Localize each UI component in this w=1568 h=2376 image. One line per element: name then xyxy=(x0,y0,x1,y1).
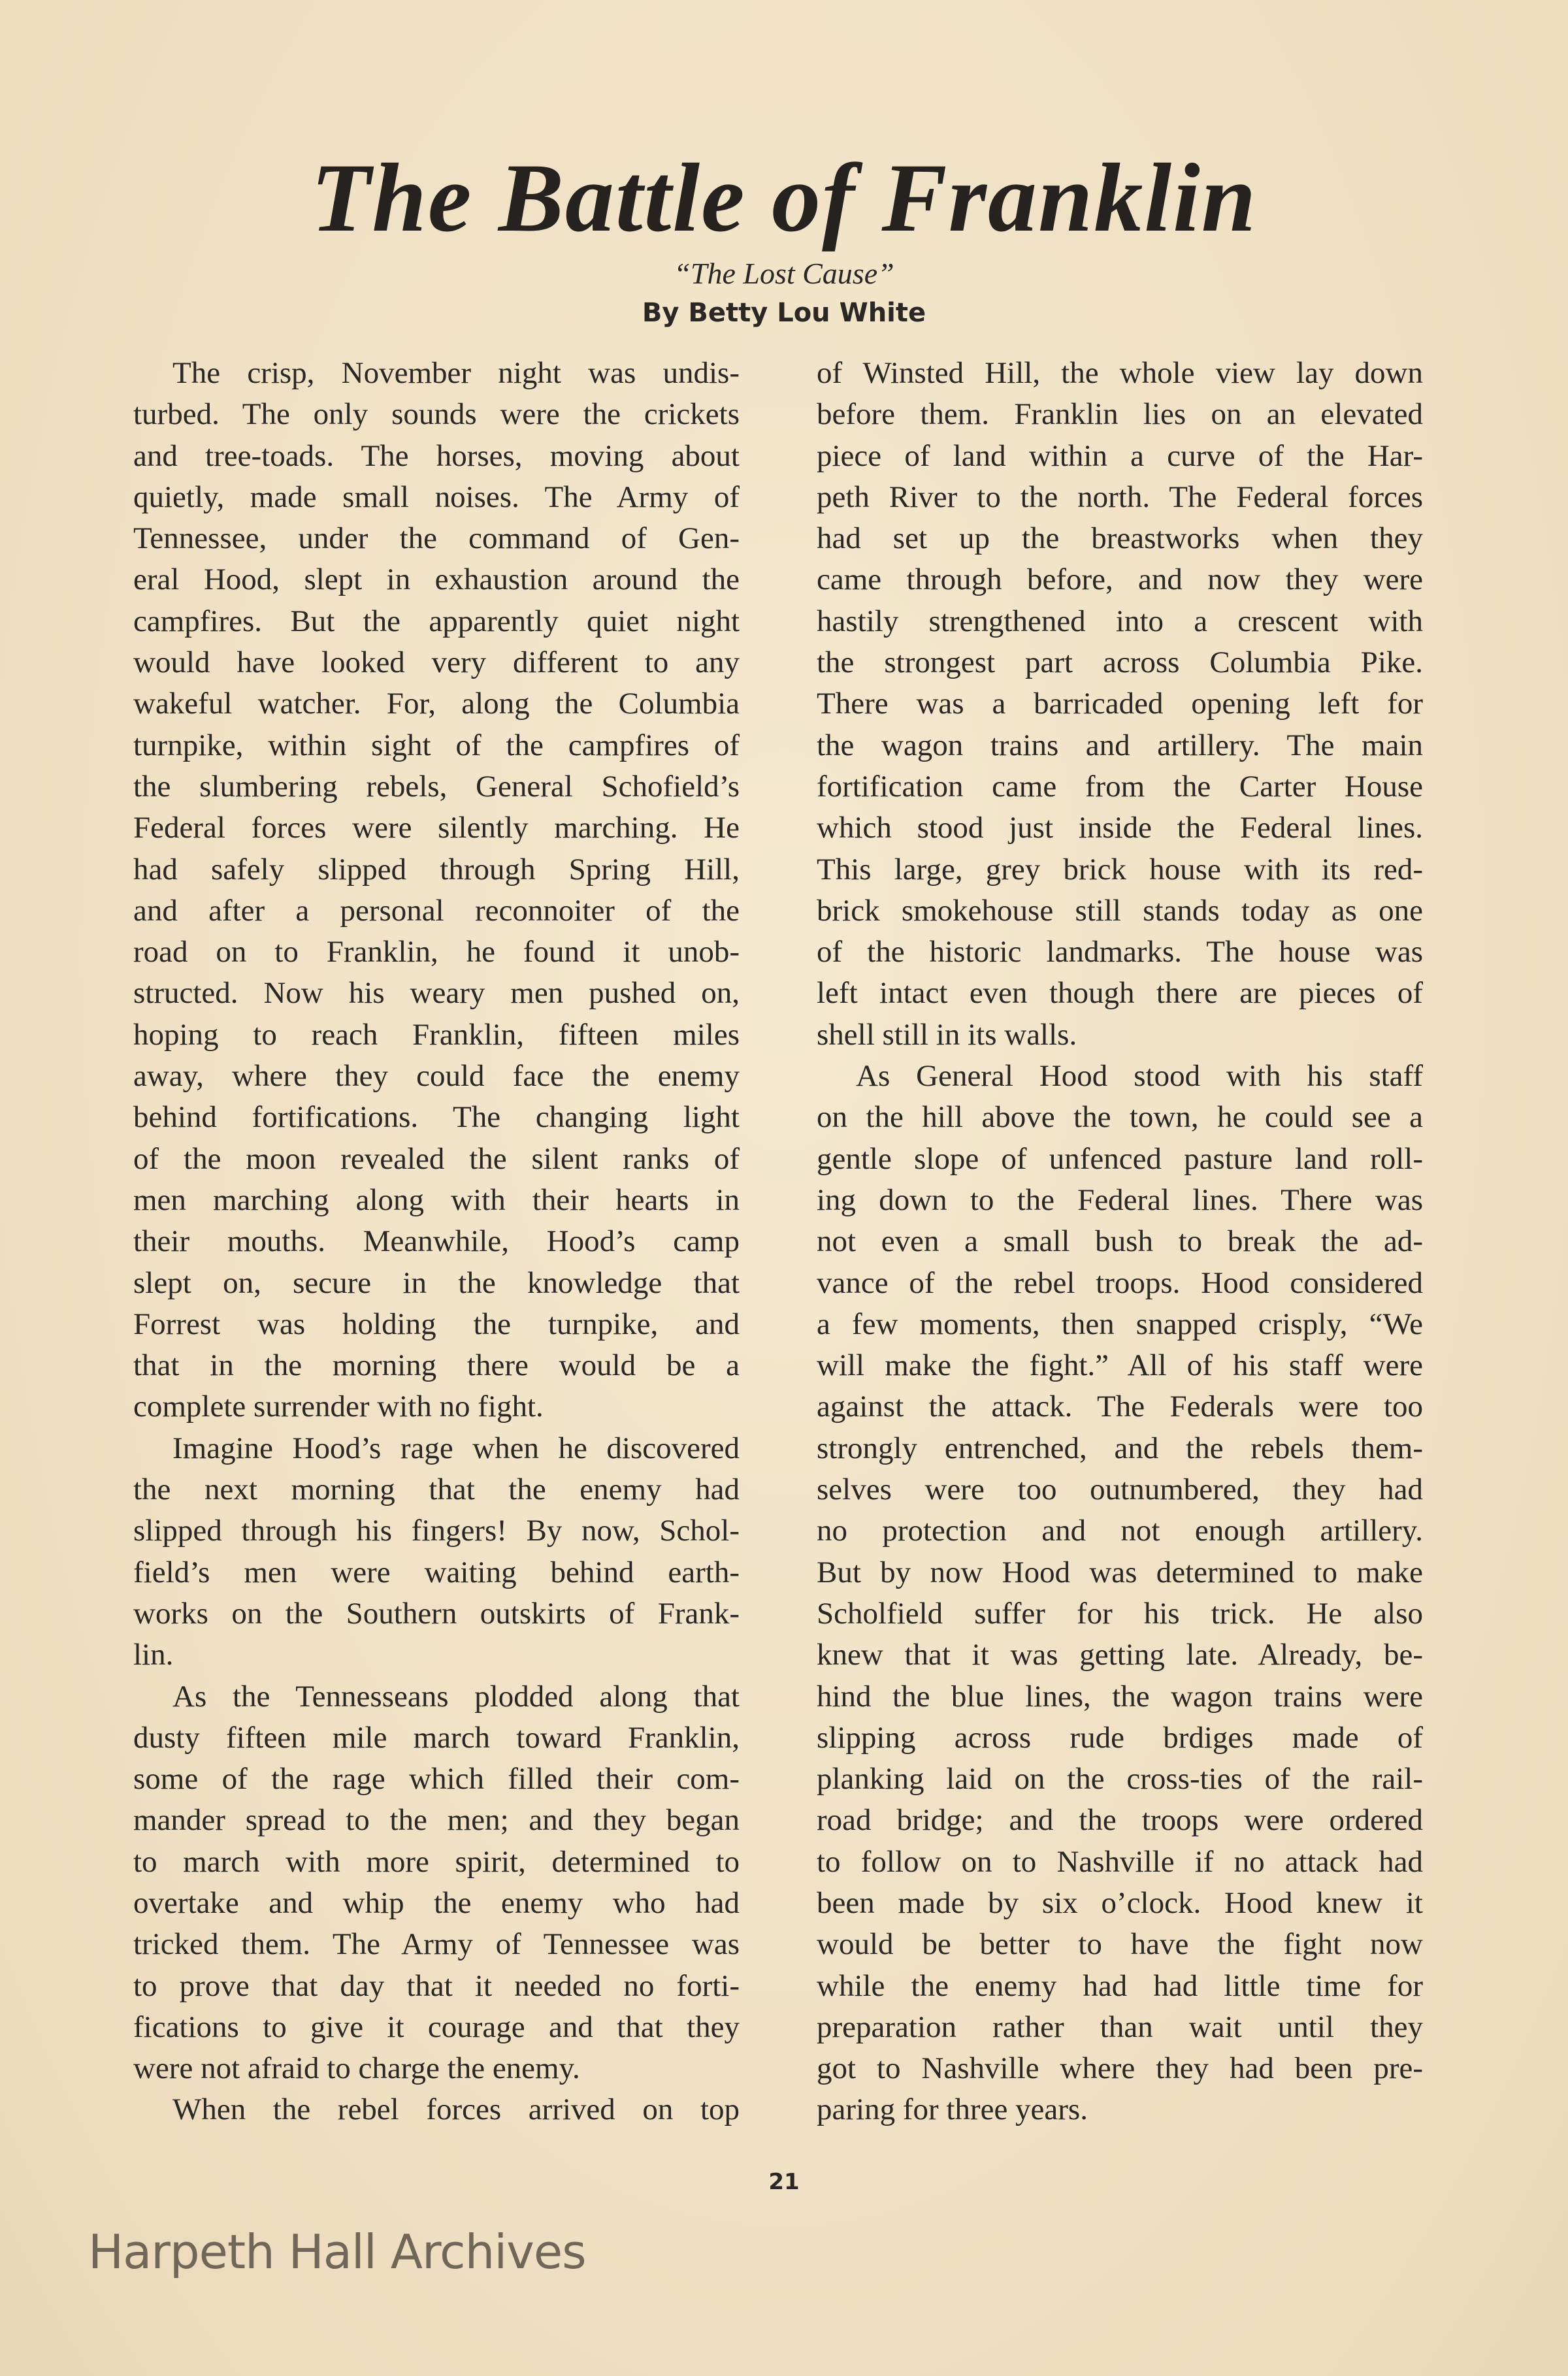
text-line: would be better to have the fight now xyxy=(817,1927,1423,1962)
text-line: wakeful watcher. For, along the Columbia xyxy=(133,687,740,721)
paragraph xyxy=(817,353,1423,1056)
text-line: before them. Franklin lies on an elevated xyxy=(817,397,1423,432)
text-line: Tennessee, under the command of Gen- xyxy=(133,521,740,556)
text-line: some of the rage which filled their com- xyxy=(133,1762,740,1797)
text-line: and tree-toads. The horses, moving about xyxy=(133,438,740,473)
text-line: to prove that day that it needed no forti- xyxy=(133,1968,740,2003)
paragraph xyxy=(133,1676,740,2090)
text-line: planking laid on the cross-ties of the rail- xyxy=(817,1762,1423,1797)
text-line: campfires. But the apparently quiet night xyxy=(133,604,740,638)
article-title: The Battle of Franklin xyxy=(310,144,1258,252)
text-line: hoping to reach Franklin, fifteen miles xyxy=(133,1017,740,1052)
text-line: and after a personal reconnoiter of the xyxy=(133,893,740,928)
text-line: brick smokehouse still stands today as one xyxy=(817,893,1423,928)
text-line: gentle slope of unfenced pasture land roll- xyxy=(817,1141,1423,1176)
text-line: turnpike, within sight of the campfires of xyxy=(133,728,740,762)
text-line: road on to Franklin, he found it unob- xyxy=(133,935,740,969)
text-line: that in the morning there would be a xyxy=(133,1348,740,1383)
text-line: no protection and not enough artillery. xyxy=(817,1514,1423,1548)
text-line: overtake and whip the enemy who had xyxy=(133,1885,740,1920)
text-line: tricked them. The Army of Tennessee was xyxy=(133,1927,740,1962)
text-line: slipping across rude brdiges made of xyxy=(817,1720,1423,1755)
text-line: shell still in its walls. xyxy=(817,1017,1077,1052)
text-line: the next morning that the enemy had xyxy=(133,1473,740,1507)
text-line: not even a small bush to break the ad- xyxy=(817,1224,1423,1259)
text-line: field’s men were waiting behind earth- xyxy=(133,1555,740,1589)
text-line: As General Hood stood with his staff xyxy=(856,1059,1423,1094)
text-line: of Winsted Hill, the whole view lay down xyxy=(817,356,1423,390)
paragraph xyxy=(817,1056,1423,2131)
text-line: away, where they could face the enemy xyxy=(133,1059,740,1094)
text-line: knew that it was getting late. Already, be- xyxy=(817,1638,1423,1672)
page-number: 21 xyxy=(768,2169,800,2195)
text-line: preparation rather than wait until they xyxy=(817,2010,1423,2044)
text-line: dusty fifteen mile march toward Franklin, xyxy=(133,1720,740,1755)
text-line: complete surrender with no fight. xyxy=(133,1390,544,1424)
text-line: slept on, secure in the knowledge that xyxy=(133,1265,740,1300)
text-line: There was a barricaded opening left for xyxy=(817,687,1423,721)
text-line: selves were too outnumbered, they had xyxy=(817,1473,1423,1507)
text-line: structed. Now his weary men pushed on, xyxy=(133,976,740,1011)
archive-watermark: Harpeth Hall Archives xyxy=(88,2224,586,2279)
text-line: strongly entrenched, and the rebels them- xyxy=(817,1431,1423,1465)
text-line: the slumbering rebels, General Schofield’s xyxy=(133,769,740,804)
text-line: hind the blue lines, the wagon trains were xyxy=(817,1679,1423,1714)
article-subtitle: “The Lost Cause” xyxy=(674,257,894,290)
text-line: a few moments, then snapped crisply, “We xyxy=(817,1307,1423,1341)
text-line: were not afraid to charge the enemy. xyxy=(133,2051,580,2086)
text-line: hastily strengthened into a crescent with xyxy=(817,604,1423,638)
text-line: When the rebel forces arrived on top xyxy=(172,2092,740,2127)
paragraph xyxy=(133,353,740,1428)
text-line: vance of the rebel troops. Hood considered xyxy=(817,1265,1423,1300)
text-line: turbed. The only sounds were the crickets xyxy=(133,397,740,432)
text-line: on the hill above the town, he could see a xyxy=(817,1100,1423,1135)
text-line: Federal forces were silently marching. He xyxy=(133,811,740,845)
article-byline: By Betty Lou White xyxy=(642,298,926,328)
text-line: while the enemy had had little time for xyxy=(817,1968,1423,2003)
text-line: the strongest part across Columbia Pike. xyxy=(817,645,1423,680)
text-column-right xyxy=(817,353,1423,2131)
text-line: Scholfield suffer for his trick. He also xyxy=(817,1596,1423,1631)
text-line: been made by six o’clock. Hood knew it xyxy=(817,1885,1423,1920)
text-line: road bridge; and the troops were ordered xyxy=(817,1803,1423,1838)
text-line: As the Tennesseans plodded along that xyxy=(172,1679,740,1714)
text-line: left intact even though there are pieces of xyxy=(817,976,1423,1011)
paragraph xyxy=(133,1428,740,1676)
text-line: of the historic landmarks. The house was xyxy=(817,935,1423,969)
text-column-left xyxy=(133,353,740,2131)
text-line: Forrest was holding the turnpike, and xyxy=(133,1307,740,1341)
text-line: the wagon trains and artillery. The main xyxy=(817,728,1423,762)
text-line: which stood just inside the Federal lines. xyxy=(817,811,1423,845)
text-line: fications to give it courage and that they xyxy=(133,2010,740,2044)
paragraph xyxy=(133,2089,740,2130)
text-line: men marching along with their hearts in xyxy=(133,1182,740,1217)
text-line: ing down to the Federal lines. There was xyxy=(817,1182,1423,1217)
text-line: would have looked very different to any xyxy=(133,645,740,680)
text-line: to march with more spirit, determined to xyxy=(133,1844,740,1879)
text-line: paring for three years. xyxy=(817,2092,1088,2127)
text-line: had set up the breastworks when they xyxy=(817,521,1423,556)
text-line: mander spread to the men; and they began xyxy=(133,1803,740,1838)
text-line: behind fortifications. The changing light xyxy=(133,1100,740,1135)
text-line: of the moon revealed the silent ranks of xyxy=(133,1141,740,1176)
text-line: had safely slipped through Spring Hill, xyxy=(133,852,740,887)
text-line: came through before, and now they were xyxy=(817,562,1423,597)
text-line: The crisp, November night was undis- xyxy=(172,356,740,390)
text-line: eral Hood, slept in exhaustion around the xyxy=(133,562,740,597)
text-line: This large, grey brick house with its red- xyxy=(817,852,1423,887)
text-line: slipped through his fingers! By now, Schol- xyxy=(133,1514,740,1548)
text-line: fortification came from the Carter House xyxy=(817,769,1423,804)
text-line: But by now Hood was determined to make xyxy=(817,1555,1423,1589)
text-line: piece of land within a curve of the Har- xyxy=(817,438,1423,473)
text-line: lin. xyxy=(133,1638,174,1672)
text-line: their mouths. Meanwhile, Hood’s camp xyxy=(133,1224,740,1259)
text-line: peth River to the north. The Federal forces xyxy=(817,480,1423,514)
text-line: works on the Southern outskirts of Frank- xyxy=(133,1596,740,1631)
text-line: to follow on to Nashville if no attack had xyxy=(817,1844,1423,1879)
text-line: quietly, made small noises. The Army of xyxy=(133,480,740,514)
text-line: against the attack. The Federals were too xyxy=(817,1390,1423,1424)
text-line: will make the fight.” All of his staff were xyxy=(817,1348,1423,1383)
text-line: Imagine Hood’s rage when he discovered xyxy=(172,1431,740,1465)
text-line: got to Nashville where they had been pre- xyxy=(817,2051,1423,2086)
